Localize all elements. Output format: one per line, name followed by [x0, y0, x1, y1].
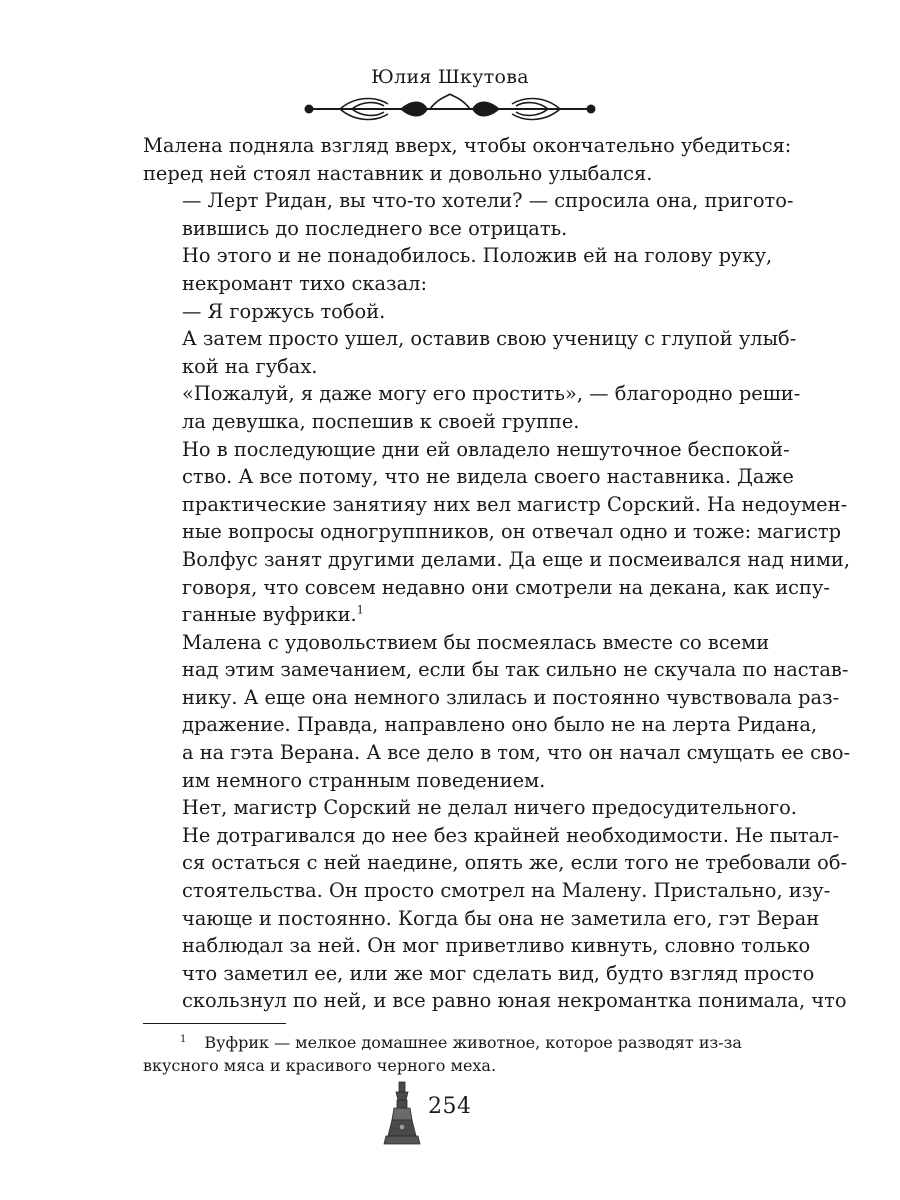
text-line: над этим замечанием, если бы так сильно не скучала по настав-	[182, 658, 849, 682]
text-line: ные вопросы одногруппников, он отвечал одно и тоже: магистр	[182, 520, 841, 544]
text-line: Волфус занят другими делами. Да еще и посмеивался над ними,	[182, 547, 850, 571]
paragraph	[143, 436, 850, 629]
lantern-icon	[382, 1080, 422, 1146]
text-line: говоря, что совсем недавно они смотрели на декана, как испу-	[182, 575, 830, 599]
body-text	[143, 132, 851, 1015]
paragraph	[143, 187, 794, 242]
footnote-text-line: вкусного мяса и красивого черного меха.	[143, 1056, 497, 1075]
footnote-text-line: Вуфрик — мелкое домашнее животное, которое разводят из-за	[204, 1033, 742, 1052]
paragraph	[143, 794, 848, 1015]
footnote: 1 Вуфрик — мелкое домашнее животное, которое разводят из-за вкусного мяса и красивого черного меха.	[143, 1031, 757, 1077]
paragraph	[143, 132, 792, 187]
scroll-ornament-icon	[300, 92, 600, 126]
text-line: стоятельства. Он просто смотрел на Малену. Пристально, изу-	[182, 879, 831, 903]
text-line: Но в последующие дни ей овладело нешуточное беспокой-	[182, 437, 790, 461]
text-line: а на гэта Верана. А все дело в том, что он начал смущать ее сво-	[182, 741, 851, 765]
text-line: что заметил ее, или же мог сделать вид, будто взгляд просто	[182, 961, 815, 985]
paragraph	[143, 629, 851, 795]
text-line: ство. А все потому, что не видела своего наставника. Даже	[182, 465, 794, 489]
text-line: А затем просто ушел, оставив свою ученицу с глупой улыб-	[182, 327, 797, 351]
text-line: им немного странным поведением.	[182, 768, 546, 792]
text-line: ганные вуфрики.	[182, 603, 357, 627]
text-line: ся остаться с ней наедине, опять же, если того не требовали об-	[182, 851, 848, 875]
text-line: вившись до последнего все отрицать.	[182, 216, 568, 240]
paragraph	[143, 298, 757, 326]
paragraph	[143, 242, 773, 297]
text-line: Но этого и не понадобилось. Положив ей на голову руку,	[182, 244, 773, 268]
text-line: нику. А еще она немного злилась и постоянно чувствовала раз-	[182, 685, 840, 709]
running-header-author: Юлия Шкутова	[371, 66, 529, 88]
page-number: 254	[428, 1094, 472, 1119]
text-line: Нет, магистр Сорский не делал ничего предосудительного.	[182, 796, 797, 820]
text-line: Малена с удовольствием бы посмеялась вместе со всеми	[182, 630, 770, 654]
text-line: некромант тихо сказал:	[182, 271, 428, 295]
text-line: — Я горжусь тобой.	[182, 299, 386, 323]
paragraph	[143, 380, 801, 435]
text-line: Малена подняла взгляд вверх, чтобы окончательно убедиться:	[143, 134, 792, 157]
text-line: ла девушка, поспешив к своей группе.	[182, 409, 580, 433]
paragraph	[143, 325, 797, 380]
text-line: Не дотрагивался до нее без крайней необходимости. Не пытал-	[182, 823, 840, 847]
text-line-with-footnote	[143, 601, 757, 629]
text-line: практические занятияу них вел магистр Сорский. На недоумен-	[182, 492, 848, 516]
text-line: — Лерт Ридан, вы что-то хотели? — спросила она, пригото-	[182, 189, 794, 213]
text-line: перед ней стоял наставник и довольно улыбался.	[143, 161, 653, 185]
text-line: наблюдал за ней. Он мог приветливо кивнуть, словно только	[182, 934, 811, 958]
text-line: скользнул по ней, и все равно юная некромантка понимала, что	[182, 989, 847, 1013]
text-line: дражение. Правда, направлено оно было не на лерта Ридана,	[182, 713, 818, 737]
footnote-divider	[143, 1023, 286, 1024]
text-line: чающе и постоянно. Когда бы она не заметила его, гэт Веран	[182, 906, 820, 930]
footnote-reference[interactable]: 1	[356, 603, 364, 617]
text-line: «Пожалуй, я даже могу его простить», — благородно реши-	[182, 382, 801, 406]
text-line: кой на губах.	[182, 354, 318, 378]
